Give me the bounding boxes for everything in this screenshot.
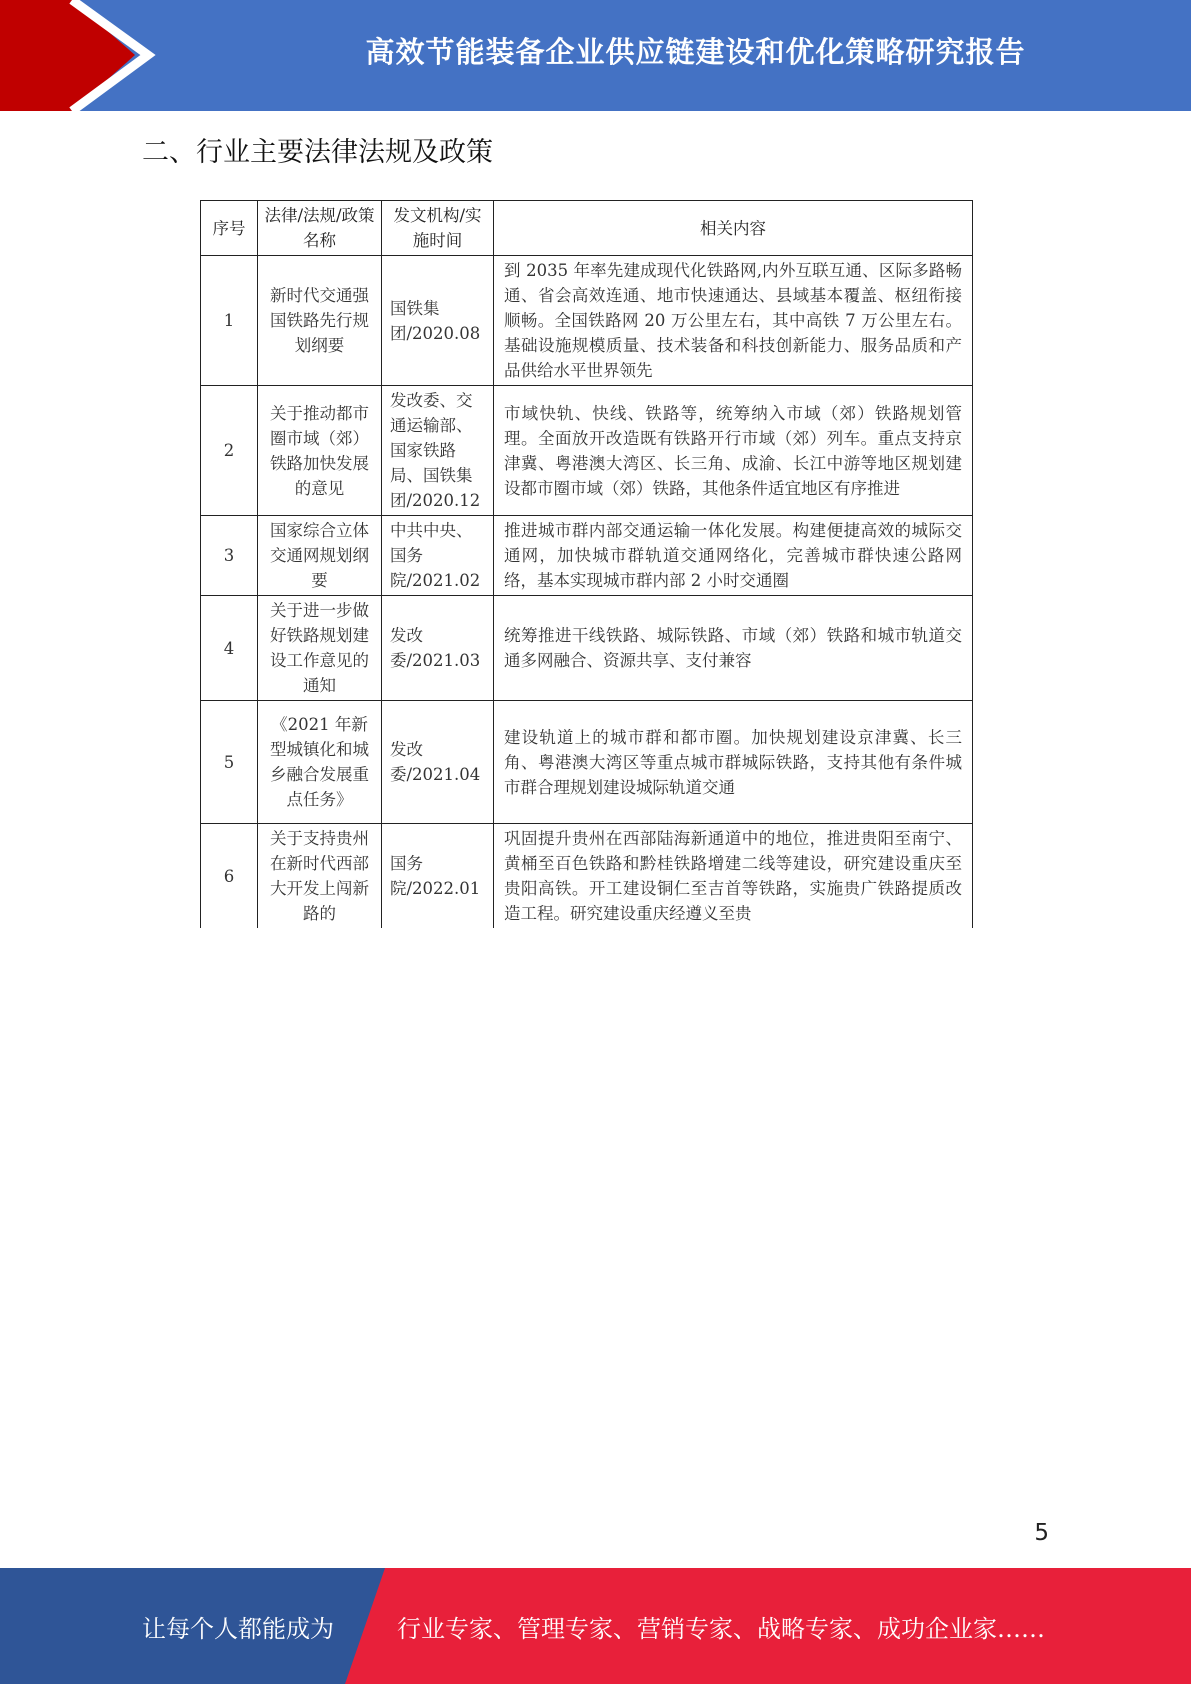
row-no: 2 xyxy=(201,386,258,516)
row-content: 统筹推进干线铁路、城际铁路、市域（郊）铁路和城市轨道交通多网融合、资源共享、支付兼容 xyxy=(494,596,973,701)
row-no: 3 xyxy=(201,516,258,596)
page-header xyxy=(0,0,1191,111)
row-content: 市域快轨、快线、铁路等，统筹纳入市域（郊）铁路规划管理。全面放开改造既有铁路开行市域（郊）列车。重点支持京津冀、粤港澳大湾区、长三角、成渝、长江中游等地区规划建设都市圈市域（郊）铁路，其他条件适宜地区有序推进 xyxy=(494,386,973,516)
row-name: 关于支持贵州在新时代西部大开发上闯新路的 xyxy=(258,824,382,929)
page-number: 5 xyxy=(1034,1520,1049,1546)
footer-slogan-left: 让每个人都能成为 xyxy=(142,1614,334,1643)
header-name: 法律/法规/政策名称 xyxy=(258,201,382,256)
row-org: 国务院/2022.01 xyxy=(382,824,494,929)
row-no: 1 xyxy=(201,256,258,386)
table-row xyxy=(201,386,973,516)
row-name: 《2021 年新型城镇化和城乡融合发展重点任务》 xyxy=(258,701,382,824)
header-no: 序号 xyxy=(201,201,258,256)
row-name: 新时代交通强国铁路先行规划纲要 xyxy=(258,256,382,386)
row-org: 发改委、交通运输部、国家铁路局、国铁集团/2020.12 xyxy=(382,386,494,516)
report-title: 高效节能装备企业供应链建设和优化策略研究报告 xyxy=(365,34,1026,69)
row-name: 国家综合立体交通网规划纲要 xyxy=(258,516,382,596)
row-no: 5 xyxy=(201,701,258,824)
row-content: 推进城市群内部交通运输一体化发展。构建便捷高效的城际交通网，加快城市群轨道交通网络化，完善城市群快速公路网络，基本实现城市群内部 2 小时交通圈 xyxy=(494,516,973,596)
section-title: 二、行业主要法律法规及政策 xyxy=(142,137,493,168)
table-row xyxy=(201,516,973,596)
table-row xyxy=(201,596,973,701)
row-no: 4 xyxy=(201,596,258,701)
page-footer xyxy=(0,1568,1191,1684)
row-no: 6 xyxy=(201,824,258,929)
row-name: 关于进一步做好铁路规划建设工作意见的通知 xyxy=(258,596,382,701)
row-content: 到 2035 年率先建成现代化铁路网,内外互联互通、区际多路畅通、省会高效连通、地市快速通达、县域基本覆盖、枢纽衔接顺畅。全国铁路网 20 万公里左右，其中高铁 7 万公里左右。基础设施规模质量、技术装备和科技创新能力、服务品质和产品供给水平世界领先 xyxy=(494,256,973,386)
row-name: 关于推动都市圈市域（郊）铁路加快发展的意见 xyxy=(258,386,382,516)
table-row xyxy=(201,256,973,386)
table-row xyxy=(201,824,973,929)
row-content: 建设轨道上的城市群和都市圈。加快规划建设京津冀、长三角、粤港澳大湾区等重点城市群城际铁路，支持其他有条件城市群合理规划建设城际轨道交通 xyxy=(494,701,973,824)
row-org: 国铁集团/2020.08 xyxy=(382,256,494,386)
row-org: 中共中央、国务院/2021.02 xyxy=(382,516,494,596)
row-org: 发改委/2021.03 xyxy=(382,596,494,701)
row-content: 巩固提升贵州在西部陆海新通道中的地位，推进贵阳至南宁、黄桶至百色铁路和黔桂铁路增建二线等建设，研究建设重庆至贵阳高铁。开工建设铜仁至吉首等铁路，实施贵广铁路提质改造工程。研究建设重庆经遵义至贵 xyxy=(494,824,973,929)
table-header-row xyxy=(201,201,973,256)
header-org: 发文机构/实施时间 xyxy=(382,201,494,256)
row-org: 发改委/2021.04 xyxy=(382,701,494,824)
table-row xyxy=(201,701,973,824)
policy-table xyxy=(200,200,973,928)
footer-slogan-right: 行业专家、管理专家、营销专家、战略专家、成功企业家…… xyxy=(397,1614,1045,1643)
header-content: 相关内容 xyxy=(494,201,973,256)
